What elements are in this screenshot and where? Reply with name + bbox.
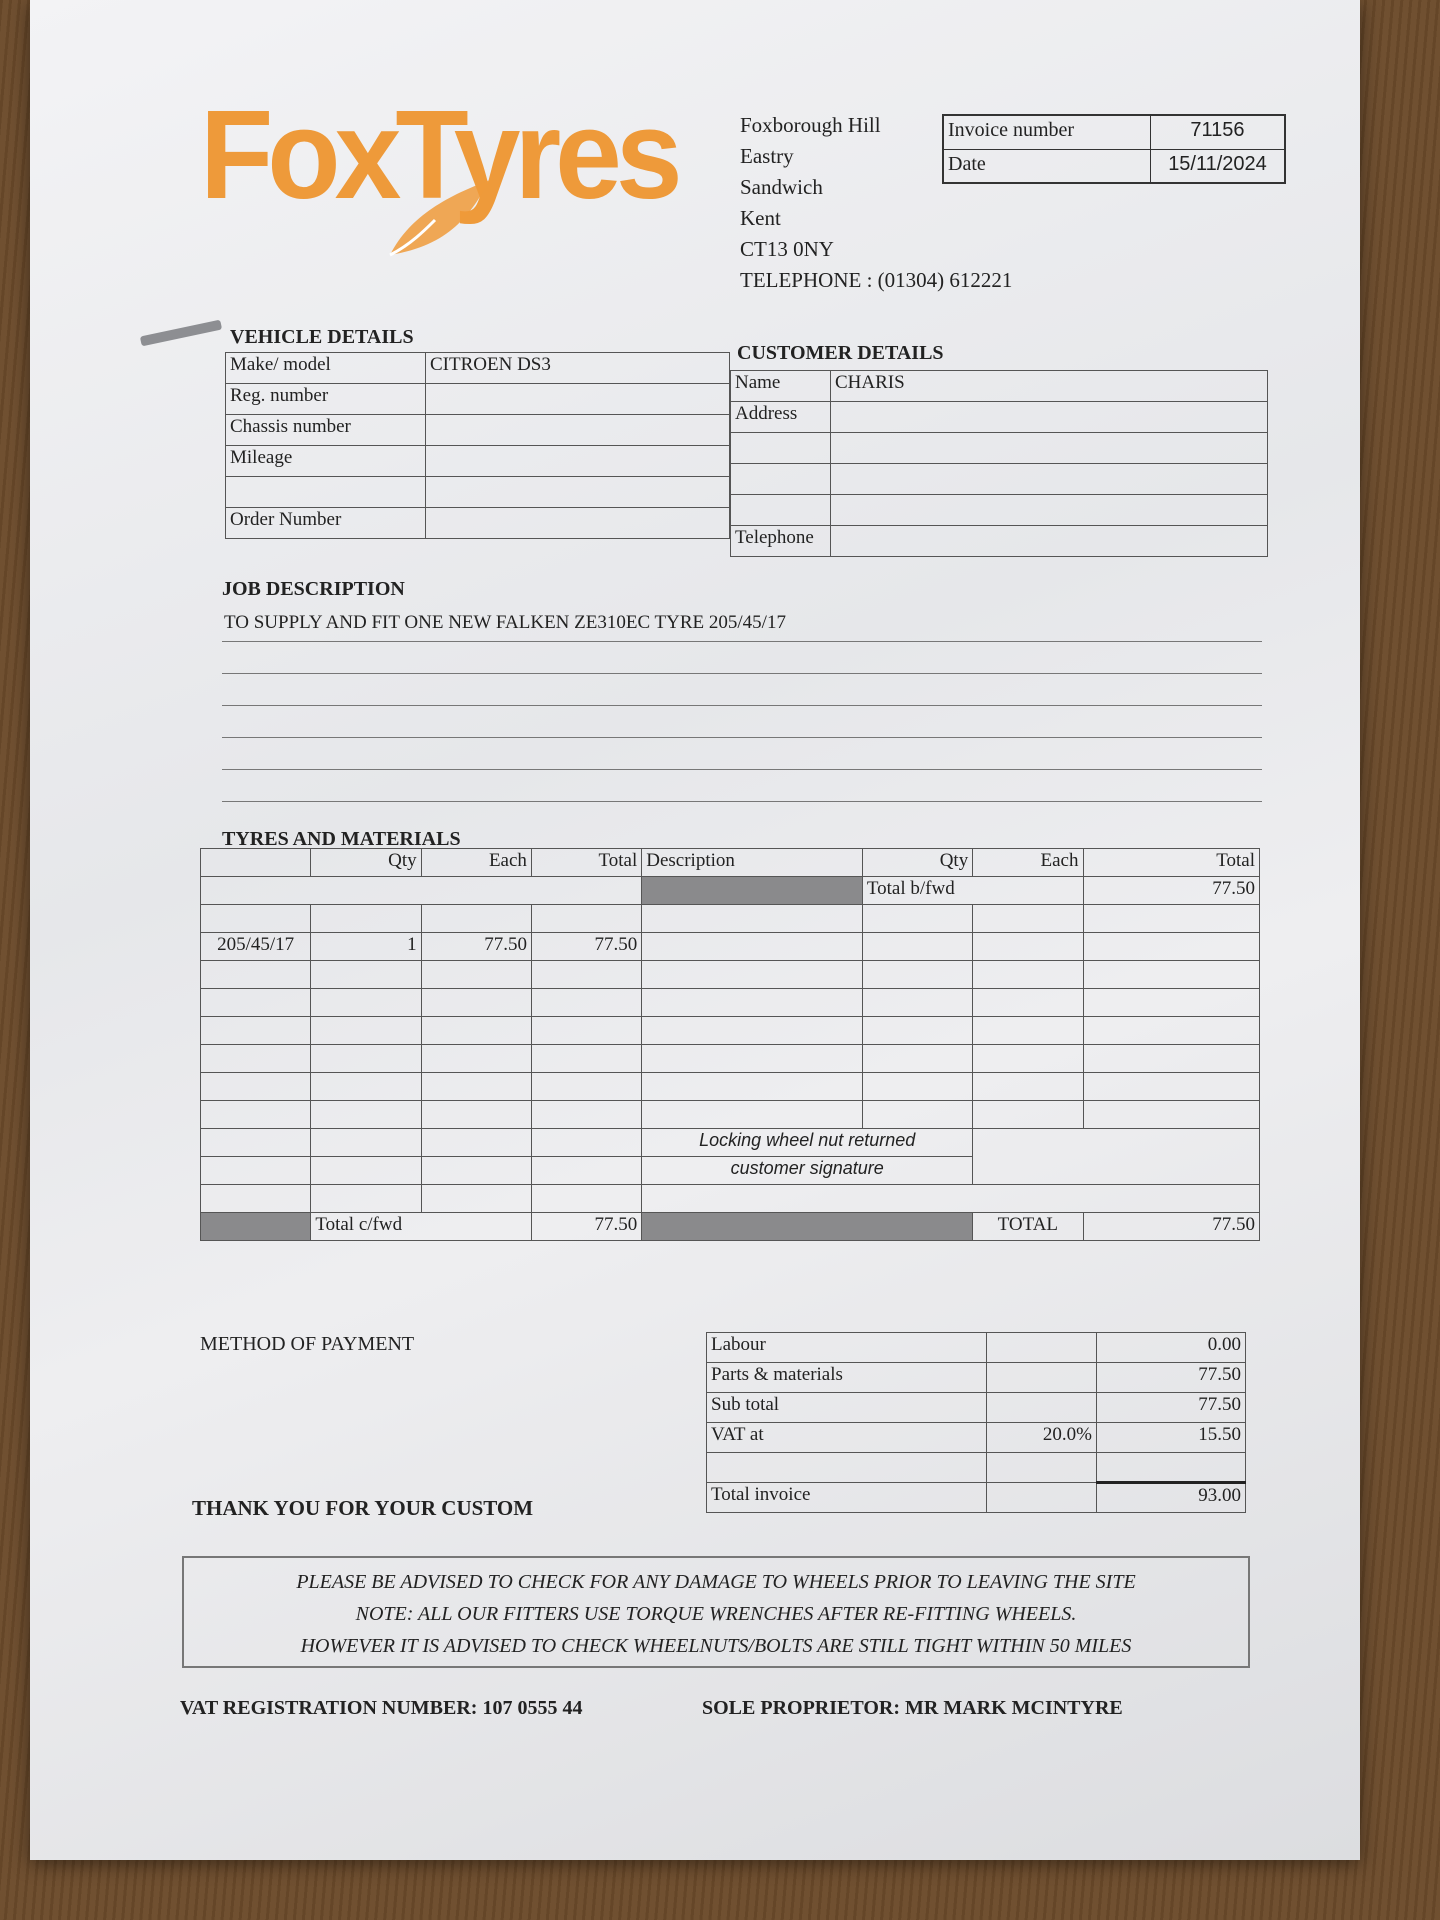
invoice-number-label: Invoice number bbox=[944, 116, 1151, 149]
job-line bbox=[222, 674, 1262, 706]
table-row bbox=[201, 961, 1260, 989]
table-row bbox=[226, 446, 730, 477]
advisory-notice bbox=[182, 1556, 1250, 1668]
table-row bbox=[731, 495, 1268, 526]
table-row bbox=[201, 1073, 1260, 1101]
vehicle-value bbox=[426, 508, 730, 539]
vehicle-label: Reg. number bbox=[226, 384, 426, 415]
customer-details bbox=[730, 370, 1268, 557]
item-total: 77.50 bbox=[531, 933, 641, 961]
table-row bbox=[201, 1213, 1260, 1241]
vehicle-label: Chassis number bbox=[226, 415, 426, 446]
fox-tail-icon bbox=[380, 175, 500, 265]
labour-label: Labour bbox=[707, 1333, 987, 1363]
job-line bbox=[222, 770, 1262, 802]
customer-label bbox=[731, 464, 831, 495]
vat-rate: 20.0% bbox=[987, 1423, 1097, 1453]
vehicle-details bbox=[225, 352, 730, 539]
table-row bbox=[201, 933, 1260, 961]
table-row bbox=[201, 1045, 1260, 1073]
vehicle-value bbox=[426, 477, 730, 508]
vehicle-heading: VEHICLE DETAILS bbox=[230, 326, 414, 348]
job-description bbox=[222, 610, 1262, 802]
customer-value bbox=[831, 464, 1268, 495]
address-line: Eastry bbox=[740, 144, 794, 168]
thank-you-message: THANK YOU FOR YOUR CUSTOM bbox=[192, 1496, 534, 1520]
total-value: 77.50 bbox=[1083, 1213, 1260, 1241]
bfwd-label: Total b/fwd bbox=[862, 877, 1083, 905]
vehicle-value: CITROEN DS3 bbox=[426, 353, 730, 384]
vehicle-label: Mileage bbox=[226, 446, 426, 477]
sole-proprietor: SOLE PROPRIETOR: MR MARK MCINTYRE bbox=[702, 1697, 1123, 1719]
vehicle-label bbox=[226, 477, 426, 508]
table-row bbox=[707, 1423, 1246, 1453]
customer-value: CHARIS bbox=[831, 371, 1268, 402]
customer-label bbox=[731, 495, 831, 526]
customer-value bbox=[831, 402, 1268, 433]
table-row bbox=[731, 526, 1268, 557]
col-each-right: Each bbox=[973, 849, 1083, 877]
table-row bbox=[226, 477, 730, 508]
job-line bbox=[222, 706, 1262, 738]
invoice-date-label: Date bbox=[944, 150, 1151, 182]
col-total-right: Total bbox=[1083, 849, 1260, 877]
vehicle-label: Order Number bbox=[226, 508, 426, 539]
address-line: Sandwich bbox=[740, 175, 823, 199]
table-row bbox=[201, 1101, 1260, 1129]
job-line bbox=[222, 738, 1262, 770]
vehicle-value bbox=[426, 415, 730, 446]
customer-label: Name bbox=[731, 371, 831, 402]
notice-line: NOTE: ALL OUR FITTERS USE TORQUE WRENCHES AFTER RE-FITTING WHEELS. bbox=[355, 1603, 1077, 1625]
table-row bbox=[201, 905, 1260, 933]
col-qty: Qty bbox=[311, 849, 421, 877]
item-description: 205/45/17 bbox=[201, 933, 311, 961]
notice-line: HOWEVER IT IS ADVISED TO CHECK WHEELNUTS/BOLTS ARE STILL TIGHT WITHIN 50 MILES bbox=[300, 1635, 1132, 1657]
invoice-totals bbox=[706, 1332, 1246, 1513]
table-row bbox=[731, 371, 1268, 402]
vat-value: 15.50 bbox=[1097, 1423, 1246, 1453]
logo-text: FoxTyres bbox=[200, 84, 677, 226]
notice-line: PLEASE BE ADVISED TO CHECK FOR ANY DAMAGE TO WHEELS PRIOR TO LEAVING THE SITE bbox=[296, 1571, 1136, 1593]
table-row bbox=[201, 1017, 1260, 1045]
address-line: CT13 0NY bbox=[740, 237, 834, 261]
item-each: 77.50 bbox=[421, 933, 531, 961]
subtotal-value: 77.50 bbox=[1097, 1393, 1246, 1423]
vehicle-value bbox=[426, 384, 730, 415]
parts-label: Parts & materials bbox=[707, 1363, 987, 1393]
table-row bbox=[707, 1453, 1246, 1483]
table-row bbox=[731, 433, 1268, 464]
col-total: Total bbox=[531, 849, 641, 877]
customer-value bbox=[831, 433, 1268, 464]
address-telephone: TELEPHONE : (01304) 612221 bbox=[740, 268, 1013, 292]
bfwd-value: 77.50 bbox=[1083, 877, 1260, 905]
address-line: Foxborough Hill bbox=[740, 113, 881, 137]
cfwd-label: Total c/fwd bbox=[311, 1213, 532, 1241]
cfwd-value: 77.50 bbox=[531, 1213, 641, 1241]
tyres-heading: TYRES AND MATERIALS bbox=[222, 828, 461, 850]
invoice-meta-box bbox=[942, 114, 1286, 184]
table-row bbox=[731, 402, 1268, 433]
item-qty: 1 bbox=[311, 933, 421, 961]
vehicle-label: Make/ model bbox=[226, 353, 426, 384]
table-row bbox=[226, 415, 730, 446]
total-label: TOTAL bbox=[973, 1213, 1083, 1241]
customer-heading: CUSTOMER DETAILS bbox=[737, 342, 944, 364]
invoice-date: 15/11/2024 bbox=[1168, 153, 1267, 175]
table-row bbox=[707, 1393, 1246, 1423]
table-row bbox=[226, 508, 730, 539]
invoice-number: 71156 bbox=[1190, 119, 1245, 141]
col-qty-right: Qty bbox=[862, 849, 972, 877]
job-line: TO SUPPLY AND FIT ONE NEW FALKEN ZE310EC TYRE 205/45/17 bbox=[222, 610, 1262, 642]
table-row bbox=[707, 1363, 1246, 1393]
table-row bbox=[201, 1185, 1260, 1213]
customer-value bbox=[831, 495, 1268, 526]
customer-label: Telephone bbox=[731, 526, 831, 557]
col-description: Description bbox=[642, 849, 863, 877]
job-line bbox=[222, 642, 1262, 674]
vat-label: VAT at bbox=[707, 1423, 987, 1453]
col-each: Each bbox=[421, 849, 531, 877]
total-invoice-label: Total invoice bbox=[707, 1483, 987, 1513]
method-of-payment: METHOD OF PAYMENT bbox=[200, 1333, 415, 1355]
parts-value: 77.50 bbox=[1097, 1363, 1246, 1393]
table-row bbox=[731, 464, 1268, 495]
labour-value: 0.00 bbox=[1097, 1333, 1246, 1363]
invoice-paper bbox=[30, 0, 1360, 1860]
customer-value bbox=[831, 526, 1268, 557]
subtotal-label: Sub total bbox=[707, 1393, 987, 1423]
table-row bbox=[201, 1129, 1260, 1157]
locking-nut-label: Locking wheel nut returned bbox=[642, 1129, 973, 1157]
table-row bbox=[226, 353, 730, 384]
table-row bbox=[201, 989, 1260, 1017]
vehicle-value bbox=[426, 446, 730, 477]
tyres-materials-table bbox=[200, 848, 1260, 1241]
customer-label: Address bbox=[731, 402, 831, 433]
table-row bbox=[707, 1333, 1246, 1363]
customer-label bbox=[731, 433, 831, 464]
company-logo bbox=[200, 84, 720, 255]
table-row bbox=[226, 384, 730, 415]
total-invoice-value: 93.00 bbox=[1097, 1483, 1246, 1513]
address-line: Kent bbox=[740, 206, 781, 230]
customer-signature-label: customer signature bbox=[642, 1157, 973, 1185]
table-header-row bbox=[201, 849, 1260, 877]
table-row bbox=[707, 1483, 1246, 1513]
paper-clip bbox=[140, 320, 222, 347]
vat-registration: VAT REGISTRATION NUMBER: 107 0555 44 bbox=[180, 1697, 583, 1719]
job-heading: JOB DESCRIPTION bbox=[222, 578, 405, 600]
table-row bbox=[201, 877, 1260, 905]
